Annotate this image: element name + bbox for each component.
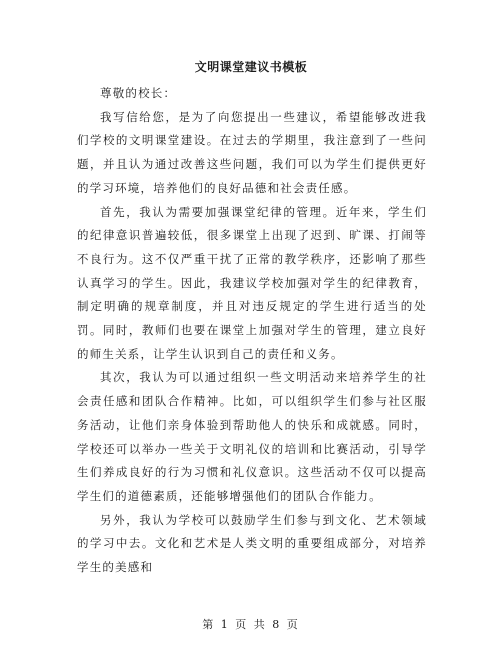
salutation: 尊敬的校长： bbox=[100, 86, 177, 100]
paragraph-activities: 其次，我认为可以通过组织一些文明活动来培养学生的社会责任感和团队合作精神。比如，可以组织学生们参与社区服务活动，让他们亲身体验到帮助他人的快乐和成就感。同时，学校还可以举办一些关于文明礼仪的培训和比赛活动，引导学生们养成良好的行为习惯和礼仪意识。这些活动不仅可以提高学生们的道德素质，还能够增强他们的团队合作能力。 bbox=[77, 370, 427, 503]
document-body bbox=[77, 82, 427, 580]
paragraph-culture-art: 另外，我认为学校可以鼓励学生们参与到文化、艺术领域的学习中去。文化和艺术是人类文明的重要组成部分，对培养学生的美感和 bbox=[77, 512, 427, 575]
page-number-footer: 第 1 页 共 8 页 bbox=[202, 618, 300, 631]
paragraph-discipline: 首先，我认为需要加强课堂纪律的管理。近年来，学生们的纪律意识普遍较低，很多课堂上出现了迟到、旷课、打闹等不良行为。这不仅严重干扰了正常的教学秩序，还影响了那些认真学习的学生。因此，我建议学校加强对学生的纪律教育，制定明确的规章制度，并且对违反规定的学生进行适当的处罚。同时，教师们也要在课堂上加强对学生的管理，建立良好的师生关系，让学生认识到自己的责任和义务。 bbox=[77, 204, 427, 361]
paragraph-intro: 我写信给您，是为了向您提出一些建议，希望能够改进我们学校的文明课堂建设。在过去的学期里，我注意到了一些问题，并且认为通过改善这些问题，我们可以为学生们提供更好的学习环境，培养他们的良好品德和社会责任感。 bbox=[77, 109, 427, 195]
document-title: 文明课堂建议书模板 bbox=[194, 60, 308, 74]
